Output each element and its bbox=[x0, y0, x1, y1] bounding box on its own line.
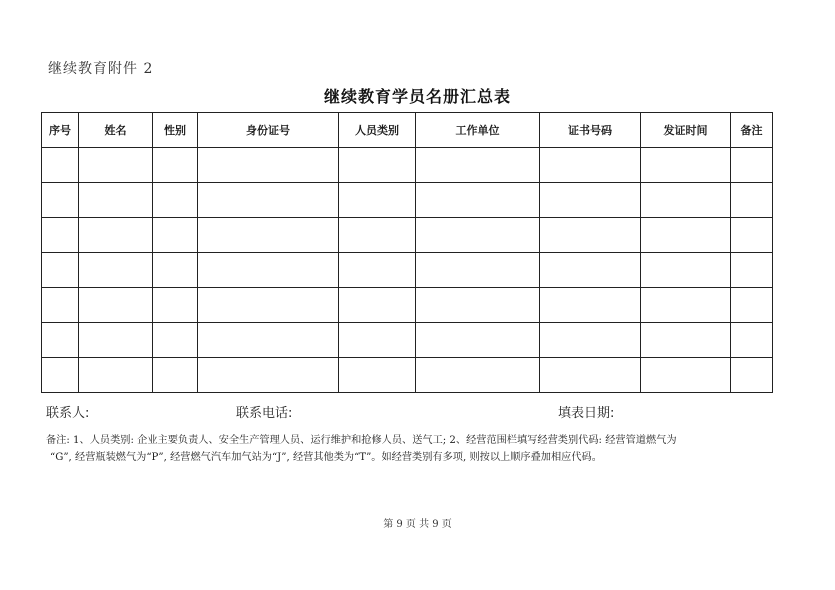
table-cell bbox=[416, 148, 540, 183]
table-cell bbox=[153, 323, 198, 358]
table-cell bbox=[42, 253, 79, 288]
table-cell bbox=[339, 253, 416, 288]
table-cell bbox=[540, 183, 641, 218]
table-row bbox=[42, 358, 773, 393]
footnote-line-1: 备注: 1、人员类别: 企业主要负责人、安全生产管理人员、运行维护和抢修人员、送气工; 2、经营范围栏填写经营类别代码: 经营管道燃气为 bbox=[46, 435, 677, 446]
table-cell bbox=[339, 218, 416, 253]
table-row bbox=[42, 288, 773, 323]
table-cell bbox=[731, 288, 773, 323]
table-cell bbox=[153, 288, 198, 323]
table-cell bbox=[198, 253, 339, 288]
table-cell bbox=[339, 323, 416, 358]
fill-date-label: 填表日期: bbox=[558, 406, 615, 421]
table-cell bbox=[153, 218, 198, 253]
table-row bbox=[42, 183, 773, 218]
table-cell bbox=[42, 323, 79, 358]
table-header-row bbox=[42, 113, 773, 148]
column-header-id-number: 身份证号 bbox=[198, 113, 339, 148]
table-cell bbox=[731, 253, 773, 288]
table-cell bbox=[416, 323, 540, 358]
table-cell bbox=[42, 148, 79, 183]
table-cell bbox=[198, 288, 339, 323]
table-cell bbox=[540, 253, 641, 288]
table-cell bbox=[153, 183, 198, 218]
table-cell bbox=[153, 148, 198, 183]
table-cell bbox=[540, 218, 641, 253]
table-row bbox=[42, 323, 773, 358]
column-header-certificate-number: 证书号码 bbox=[540, 113, 641, 148]
contact-phone-label: 联系电话: bbox=[236, 406, 293, 421]
table-cell bbox=[540, 148, 641, 183]
table-cell bbox=[641, 253, 731, 288]
page-indicator: 第 9 页 共 9 页 bbox=[383, 519, 452, 530]
table-cell bbox=[416, 183, 540, 218]
table-cell bbox=[540, 288, 641, 323]
table-cell bbox=[731, 218, 773, 253]
table-cell bbox=[731, 358, 773, 393]
table-cell bbox=[198, 218, 339, 253]
column-header-gender: 性别 bbox=[153, 113, 198, 148]
table-cell bbox=[153, 253, 198, 288]
column-header-name: 姓名 bbox=[79, 113, 153, 148]
column-header-remarks: 备注 bbox=[731, 113, 773, 148]
contact-person-label: 联系人: bbox=[46, 406, 90, 421]
table-cell bbox=[416, 253, 540, 288]
table-cell bbox=[42, 218, 79, 253]
table-cell bbox=[42, 288, 79, 323]
table-cell bbox=[42, 358, 79, 393]
roster-body bbox=[42, 148, 773, 393]
table-row bbox=[42, 148, 773, 183]
table-cell bbox=[198, 358, 339, 393]
table-cell bbox=[198, 323, 339, 358]
table-cell bbox=[153, 358, 198, 393]
table-cell bbox=[416, 288, 540, 323]
table-cell bbox=[540, 358, 641, 393]
table-cell bbox=[540, 323, 641, 358]
table-cell bbox=[79, 183, 153, 218]
table-cell bbox=[198, 183, 339, 218]
column-header-employer: 工作单位 bbox=[416, 113, 540, 148]
table-cell bbox=[339, 183, 416, 218]
table-cell bbox=[641, 183, 731, 218]
roster-table bbox=[41, 112, 773, 393]
table-cell bbox=[79, 288, 153, 323]
table-row bbox=[42, 253, 773, 288]
table-cell bbox=[339, 288, 416, 323]
table-cell bbox=[416, 218, 540, 253]
table-cell bbox=[42, 183, 79, 218]
footnote-line-2: “G”, 经营瓶装燃气为“P”, 经营燃气汽车加气站为“J”, 经营其他类为“T”。如经营类别有多项, 则按以上顺序叠加相应代码。 bbox=[50, 452, 602, 463]
document-title: 继续教育学员名册汇总表 bbox=[323, 87, 511, 106]
table-cell bbox=[79, 218, 153, 253]
table-cell bbox=[79, 323, 153, 358]
table-cell bbox=[339, 148, 416, 183]
table-cell bbox=[641, 148, 731, 183]
table-cell bbox=[79, 253, 153, 288]
annex-label: 继续教育附件 2 bbox=[48, 61, 154, 77]
table-cell bbox=[79, 148, 153, 183]
table-cell bbox=[641, 323, 731, 358]
column-header-person-category: 人员类别 bbox=[339, 113, 416, 148]
footnote bbox=[46, 432, 781, 466]
table-cell bbox=[731, 183, 773, 218]
table-cell bbox=[339, 358, 416, 393]
table-cell bbox=[416, 358, 540, 393]
table-cell bbox=[641, 288, 731, 323]
table-cell bbox=[641, 358, 731, 393]
table-cell bbox=[731, 148, 773, 183]
column-header-issue-date: 发证时间 bbox=[641, 113, 731, 148]
table-row bbox=[42, 218, 773, 253]
table-cell bbox=[731, 323, 773, 358]
column-header-index: 序号 bbox=[42, 113, 79, 148]
table-cell bbox=[198, 148, 339, 183]
table-cell bbox=[641, 218, 731, 253]
table-cell bbox=[79, 358, 153, 393]
